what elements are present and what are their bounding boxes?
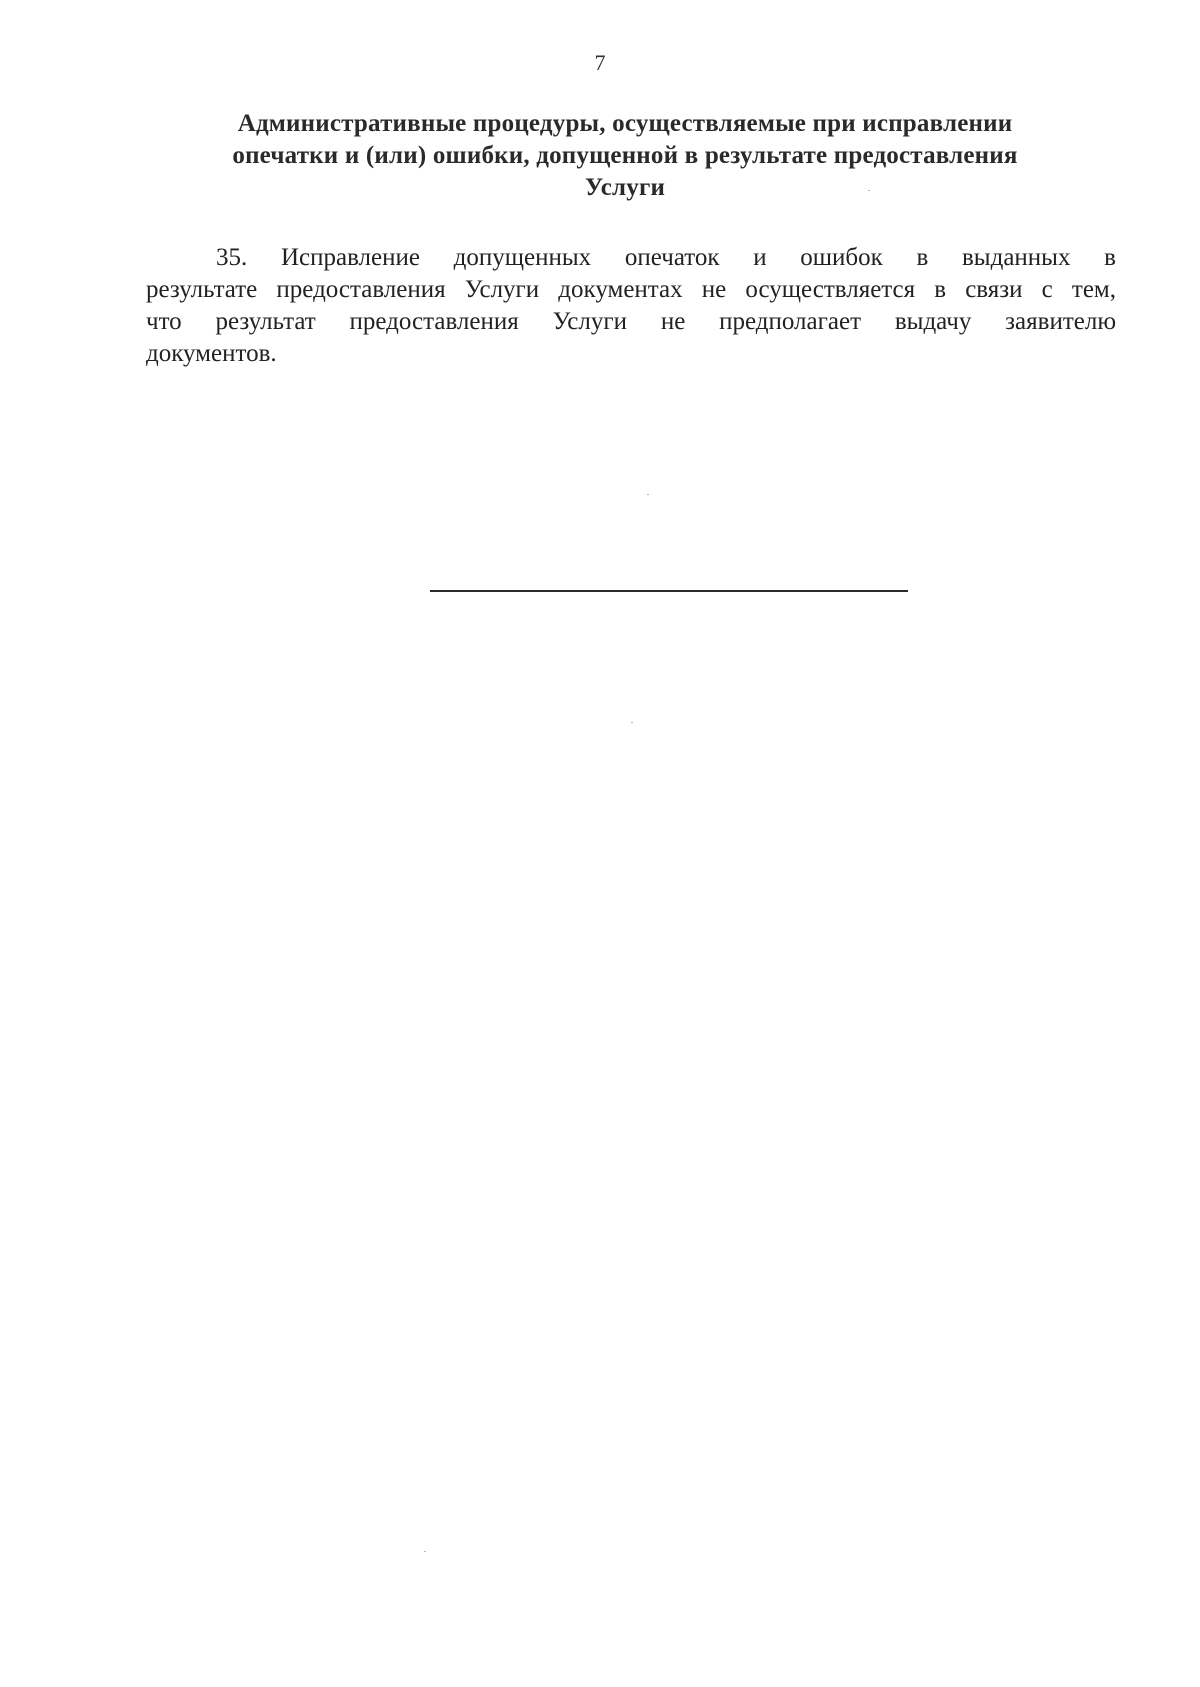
paragraph-line: что результат предоставления Услуги не предполагает выдачу заявителю <box>146 308 1116 335</box>
paragraph-line: документов. <box>146 340 277 367</box>
closing-separator-line <box>430 590 908 592</box>
scan-speck <box>631 722 633 723</box>
section-heading-line: Административные процедуры, осуществляемые при исправлении <box>237 110 1013 137</box>
paragraph-35 <box>146 242 1116 370</box>
paragraph-line: 35. Исправление допущенных опечаток и ошибок в выданных в <box>216 244 1116 271</box>
scan-speck <box>868 190 870 191</box>
scan-speck <box>424 1551 426 1552</box>
page-number: 7 <box>594 50 606 75</box>
scan-speck <box>647 494 649 495</box>
paragraph-line: результате предоставления Услуги документах не осуществляется в связи с тем, <box>146 276 1116 303</box>
section-heading-line: Услуги <box>584 174 666 201</box>
section-heading-line: опечатки и (или) ошибки, допущенной в результате предоставления <box>232 142 1018 169</box>
section-heading <box>150 108 1100 204</box>
